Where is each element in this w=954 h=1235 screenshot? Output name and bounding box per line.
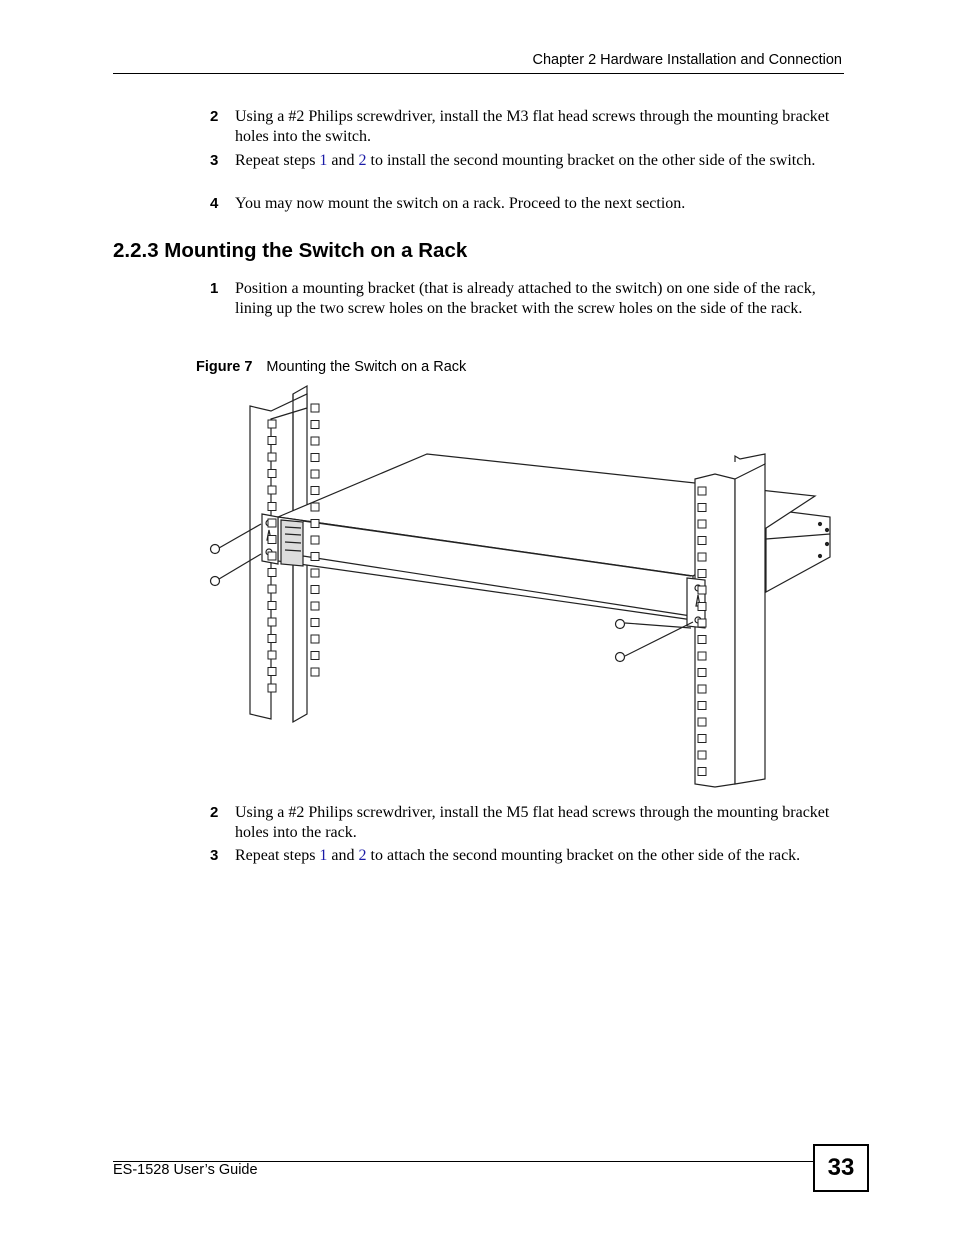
rack-mount-illustration: [205, 384, 835, 789]
step-3-top: [210, 151, 850, 191]
rack-hole: [268, 602, 276, 610]
step-3-bottom: [210, 846, 850, 866]
rack-hole: [268, 651, 276, 659]
step-2-top: [210, 107, 850, 147]
step-text: You may now mount the switch on a rack. Proceed to the next section.: [235, 195, 686, 212]
screw-right-lower: [616, 622, 694, 662]
rack-hole: [268, 569, 276, 577]
screw-right-upper: [616, 620, 692, 629]
step-text-post: to attach the second mounting bracket on the other side of the rack.: [366, 847, 801, 864]
rack-hole: [698, 718, 706, 726]
rack-hole: [698, 669, 706, 677]
rack-hole: [698, 537, 706, 545]
rack-hole: [311, 536, 319, 544]
rack-hole: [268, 684, 276, 692]
rack-hole: [268, 486, 276, 494]
step-text-pre: Repeat steps: [235, 847, 320, 864]
rack-hole: [698, 504, 706, 512]
step-number: 3: [210, 152, 219, 169]
step-text: [235, 151, 845, 171]
step-2-bottom: [210, 803, 850, 843]
step-number: 4: [210, 195, 219, 212]
rack-hole: [698, 570, 706, 578]
rack-hole: [698, 487, 706, 495]
rack-hole: [698, 553, 706, 561]
rack-hole: [698, 636, 706, 644]
step-text: [235, 846, 845, 866]
step-1-link[interactable]: 1: [319, 847, 328, 864]
figure-caption: [196, 359, 466, 375]
rack-hole: [268, 668, 276, 676]
step-4-top: [210, 194, 850, 214]
figure-title: Mounting the Switch on a Rack: [266, 359, 467, 375]
rack-hole: [311, 487, 319, 495]
step-text: Using a #2 Philips screwdriver, install the M5 flat head screws through the mounting bracket holes into the rack.: [235, 804, 830, 841]
figure-label: Figure 7: [196, 359, 253, 375]
rack-hole: [698, 685, 706, 693]
rack-hole: [311, 421, 319, 429]
rack-hole: [698, 619, 706, 627]
rack-hole: [268, 420, 276, 428]
step-text: Position a mounting bracket (that is already attached to the switch) on one side of the rack, lining up the two screw holes on the bracket with the screw holes on the side of the rack.: [235, 280, 816, 317]
rack-hole: [698, 520, 706, 528]
rack-hole: [698, 702, 706, 710]
rack-hole: [311, 404, 319, 412]
step-2-link[interactable]: 2: [358, 152, 367, 169]
rack-hole: [311, 602, 319, 610]
rack-hole: [311, 520, 319, 528]
rack-hole: [268, 453, 276, 461]
step-number: 2: [210, 804, 219, 821]
rack-hole: [698, 652, 706, 660]
rack-hole: [268, 635, 276, 643]
rack-hole: [268, 470, 276, 478]
footer-guide-title: ES-1528 User’s Guide: [113, 1162, 258, 1178]
step-number: 1: [210, 280, 219, 297]
rack-hole: [311, 470, 319, 478]
rack-hole: [311, 503, 319, 511]
step-number: 2: [210, 108, 219, 125]
step-text: Using a #2 Philips screwdriver, install the M3 flat head screws through the mounting bracket holes into the switch.: [235, 108, 830, 145]
step-text-mid: and: [327, 847, 359, 864]
running-header: Chapter 2 Hardware Installation and Connection: [532, 52, 842, 68]
rack-hole: [311, 635, 319, 643]
rack-hole: [698, 586, 706, 594]
rack-hole: [311, 454, 319, 462]
step-text-mid: and: [327, 152, 359, 169]
step-1-link[interactable]: 1: [319, 152, 328, 169]
rack-hole: [268, 519, 276, 527]
section-title: 2.2.3 Mounting the Switch on a Rack: [113, 239, 468, 262]
rack-hole: [698, 735, 706, 743]
rack-hole: [698, 768, 706, 776]
rack-hole: [268, 552, 276, 560]
rack-hole: [268, 437, 276, 445]
step-text-pre: Repeat steps: [235, 152, 320, 169]
rack-hole: [311, 652, 319, 660]
right-rack-post-flange: [735, 464, 765, 784]
rack-hole: [268, 503, 276, 511]
rack-hole: [268, 585, 276, 593]
step-number: 3: [210, 847, 219, 864]
rack-hole: [268, 536, 276, 544]
rack-hole: [698, 751, 706, 759]
rack-hole: [311, 668, 319, 676]
step-text-post: to install the second mounting bracket on the other side of the switch.: [366, 152, 816, 169]
rack-hole: [311, 437, 319, 445]
step-2-link[interactable]: 2: [358, 847, 367, 864]
step-1-mid: [210, 279, 850, 339]
header-rule: [113, 73, 844, 74]
rack-hole: [311, 619, 319, 627]
rack-hole: [311, 569, 319, 577]
page-number: 33: [813, 1144, 869, 1192]
rack-hole: [311, 586, 319, 594]
rack-hole: [698, 603, 706, 611]
rack-hole: [268, 618, 276, 626]
rack-hole: [311, 553, 319, 561]
